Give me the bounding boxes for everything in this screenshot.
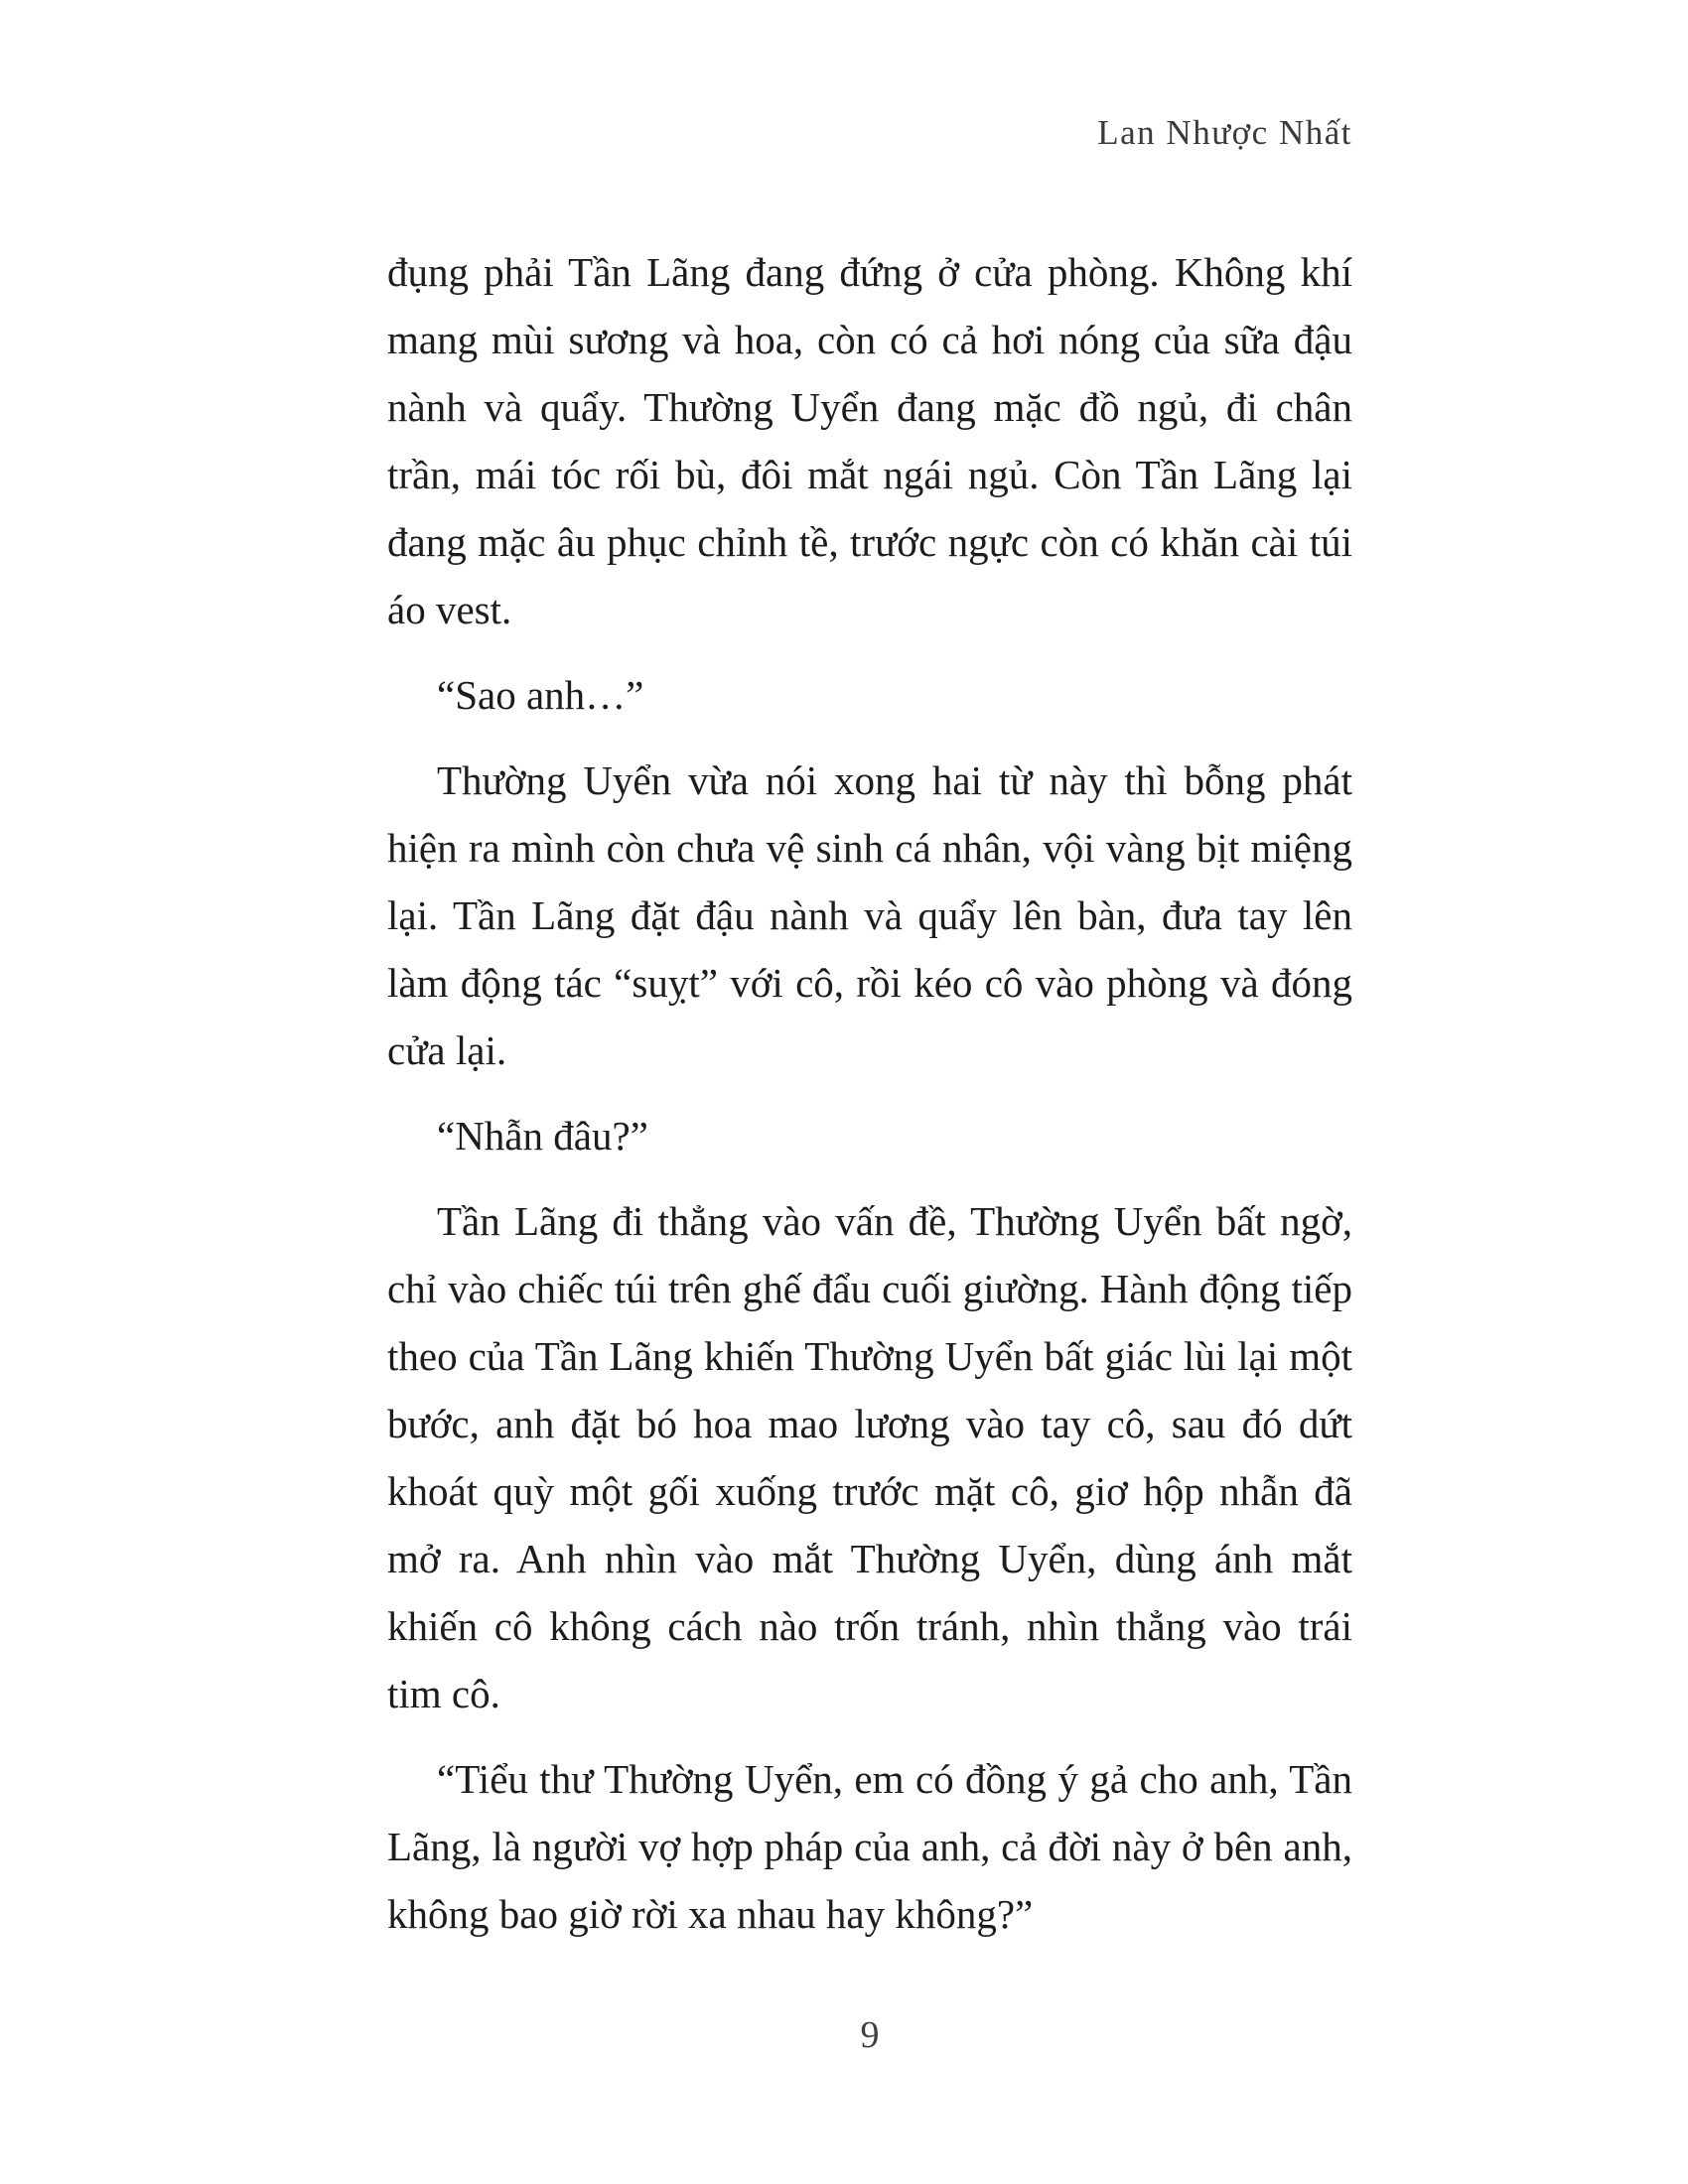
paragraph-narrative-2: Thường Uyển vừa nói xong hai từ này thì bỗng phát hiện ra mình còn chưa vệ sinh cá nhân, vội vàng bịt miệng lại. Tần Lãng đặt đậu nành và quẩy lên bàn, đưa tay lên làm động tác “suỵt” với cô, rồi kéo cô vào phòng và đóng cửa lại. bbox=[387, 757, 1352, 1073]
running-header-author: Lan Nhược Nhất bbox=[1097, 113, 1352, 152]
paragraph-dialogue-nhan-dau: “Nhẫn đâu?” bbox=[437, 1113, 648, 1159]
page-number: 9 bbox=[860, 2014, 880, 2056]
paragraph-continuation: đụng phải Tần Lãng đang đứng ở cửa phòng. Không khí mang mùi sương và hoa, còn có cả hơi nóng của sữa đậu nành và quẩy. Thường Uyển đang mặc đồ ngủ, đi chân trần, mái tóc rối bù, đôi mắt ngái ngủ. Còn Tần Lãng lại đang mặc âu phục chỉnh tề, trước ngực còn có khăn cài túi áo vest. bbox=[387, 249, 1352, 632]
paragraph-dialogue-proposal: “Tiểu thư Thường Uyển, em có đồng ý gả cho anh, Tần Lãng, là người vợ hợp pháp của anh, cả đời này ở bên anh, không bao giờ rời xa nhau hay không?” bbox=[387, 1756, 1352, 1937]
paragraph-dialogue-sao-anh: “Sao anh…” bbox=[437, 672, 644, 718]
paragraph-narrative-3: Tần Lãng đi thẳng vào vấn đề, Thường Uyển bất ngờ, chỉ vào chiếc túi trên ghế đẩu cuối giường. Hành động tiếp theo của Tần Lãng khiến Thường Uyển bất giác lùi lại một bước, anh đặt bó hoa mao lương vào tay cô, sau đó dứt khoát quỳ một gối xuống trước mặt cô, giơ hộp nhẫn đã mở ra. Anh nhìn vào mắt Thường Uyển, dùng ánh mắt khiến cô không cách nào trốn tránh, nhìn thẳng vào trái tim cô. bbox=[387, 1198, 1352, 1716]
page-body bbox=[387, 238, 1352, 1966]
